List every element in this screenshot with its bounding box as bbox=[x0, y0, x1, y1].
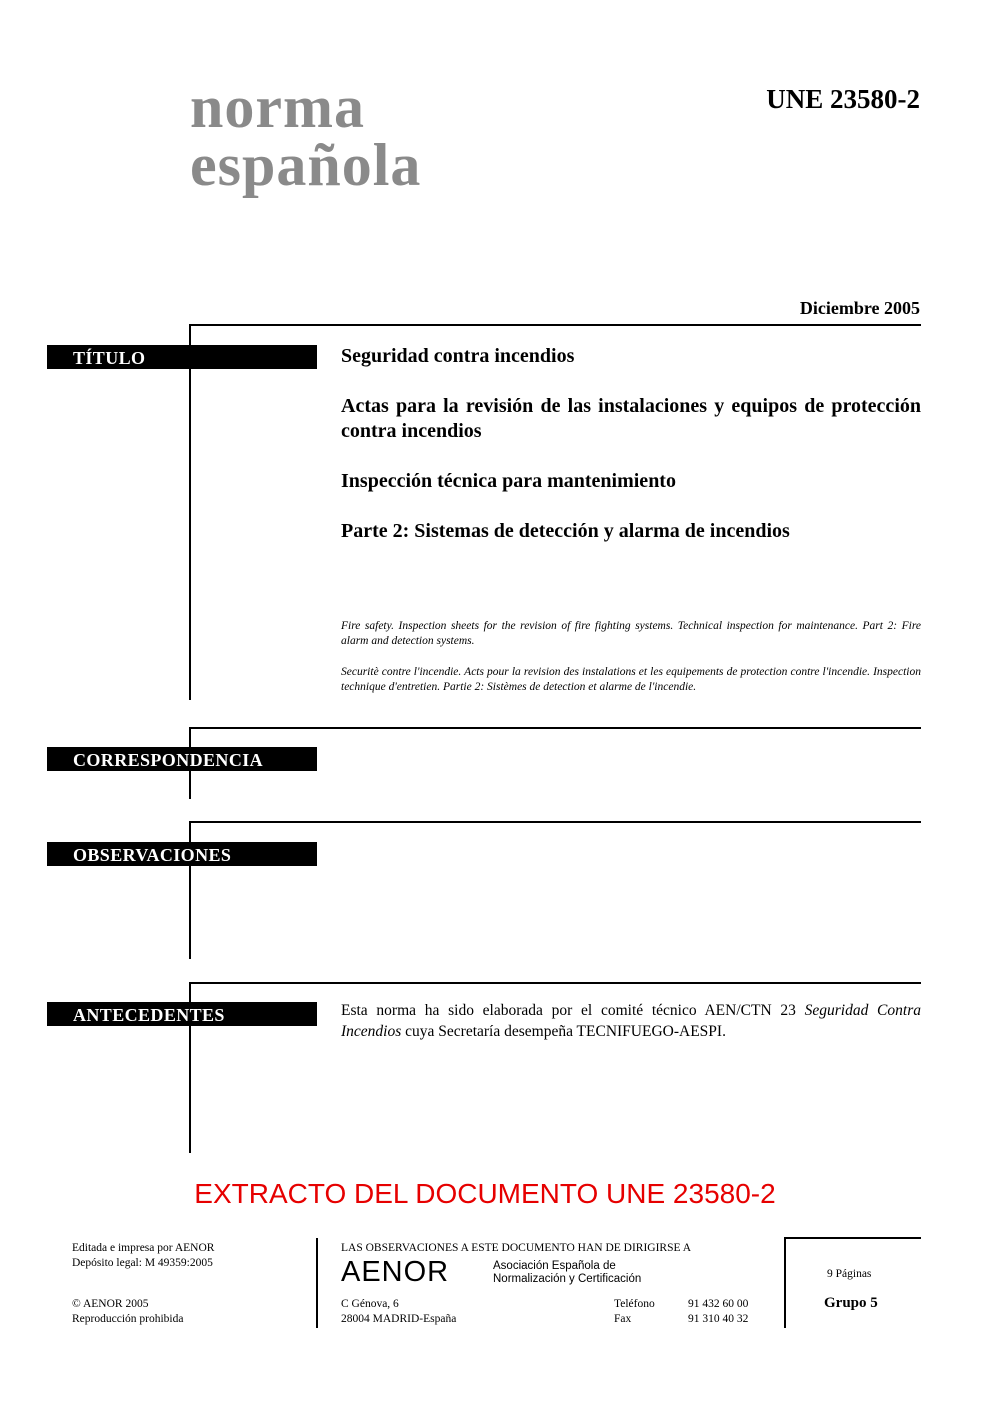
antecedentes-secretariat: cuya Secretaría desempeña TECNIFUEGO-AESPI. bbox=[401, 1023, 726, 1040]
footer-address-2: 28004 MADRID-España bbox=[341, 1313, 457, 1325]
footer-address-1: C Génova, 6 bbox=[341, 1298, 399, 1310]
vertical-rule-titulo bbox=[189, 324, 191, 700]
footer-reproduction: Reproducción prohibida bbox=[72, 1313, 184, 1325]
footer-phone-label: Teléfono bbox=[614, 1298, 655, 1310]
extract-notice: EXTRACTO DEL DOCUMENTO UNE 23580-2 bbox=[194, 1178, 776, 1209]
english-title-text: Fire safety. Inspection sheets for the revision of fire fighting systems. Technical inspection for maintenance. Part 2: Fire alarm and detection systems. bbox=[341, 620, 921, 647]
standard-code: UNE 23580-2 bbox=[766, 84, 920, 114]
title-line-3: Inspección técnica para mantenimiento bbox=[341, 470, 676, 492]
page-count: 9 Páginas bbox=[827, 1268, 872, 1280]
title-main bbox=[341, 344, 921, 369]
title-line-1: Seguridad contra incendios bbox=[341, 345, 575, 367]
section-label-correspondencia: CORRESPONDENCIA bbox=[47, 747, 317, 771]
price-group: Grupo 5 bbox=[824, 1295, 878, 1311]
english-title bbox=[341, 619, 921, 649]
section-label-titulo: TÍTULO bbox=[47, 345, 317, 369]
footer-phone: 91 432 60 00 bbox=[688, 1298, 749, 1310]
footer-edited: Editada e impresa por AENOR bbox=[72, 1242, 215, 1254]
title-line-2: Actas para la revisión de las instalaciones y equipos de protección contra incendios bbox=[341, 395, 921, 442]
title-subtitle bbox=[341, 394, 921, 444]
aenor-full-name bbox=[493, 1260, 641, 1286]
footer-fax: 91 310 40 32 bbox=[688, 1313, 749, 1325]
title-line-4: Parte 2: Sistemas de detección y alarma de incendios bbox=[341, 520, 790, 542]
french-title-text: Securitè contre l'incendie. Acts pour la revision des instalations et les equipements de protection contre l'incendie. Inspection technique d'entretien. Partie 2: Sistèmes de detection et alarme de l'incendie. bbox=[341, 666, 921, 693]
publication-date: Diciembre 2005 bbox=[799, 298, 920, 318]
footer-deposit: Depósito legal: M 49359:2005 bbox=[72, 1257, 213, 1269]
section-label-antecedentes: ANTECEDENTES bbox=[47, 1002, 317, 1026]
brand-line-2: española bbox=[190, 132, 422, 198]
committee-name: Seguridad Contra Incendios bbox=[341, 1002, 921, 1040]
title-inspection bbox=[341, 469, 921, 494]
footer-box-top bbox=[784, 1237, 921, 1239]
footer-fax-label: Fax bbox=[614, 1313, 632, 1325]
section-label-observaciones: OBSERVACIONES bbox=[47, 842, 317, 866]
antecedentes-intro: Esta norma ha sido elaborada por el comité técnico AEN/CTN 23 bbox=[341, 1002, 805, 1019]
footer-copyright: © AENOR 2005 bbox=[72, 1298, 149, 1310]
brand-line-1: norma bbox=[190, 74, 365, 140]
footer-divider-left bbox=[316, 1238, 318, 1328]
divider-correspondencia bbox=[189, 727, 921, 729]
divider-antecedentes bbox=[189, 982, 921, 984]
footer-observations-note: LAS OBSERVACIONES A ESTE DOCUMENTO HAN DE DIRIGIRSE A bbox=[341, 1242, 692, 1254]
antecedentes-text bbox=[341, 1000, 921, 1042]
aenor-name-line-1: Asociación Española de bbox=[493, 1260, 616, 1272]
divider-titulo bbox=[189, 324, 921, 326]
title-part bbox=[341, 519, 921, 544]
brand-title bbox=[190, 74, 422, 198]
french-title bbox=[341, 665, 921, 695]
aenor-name-line-2: Normalización y Certificación bbox=[493, 1273, 642, 1285]
aenor-logo: AENOR bbox=[341, 1256, 450, 1288]
divider-observaciones bbox=[189, 821, 921, 823]
footer-divider-right bbox=[784, 1237, 786, 1328]
